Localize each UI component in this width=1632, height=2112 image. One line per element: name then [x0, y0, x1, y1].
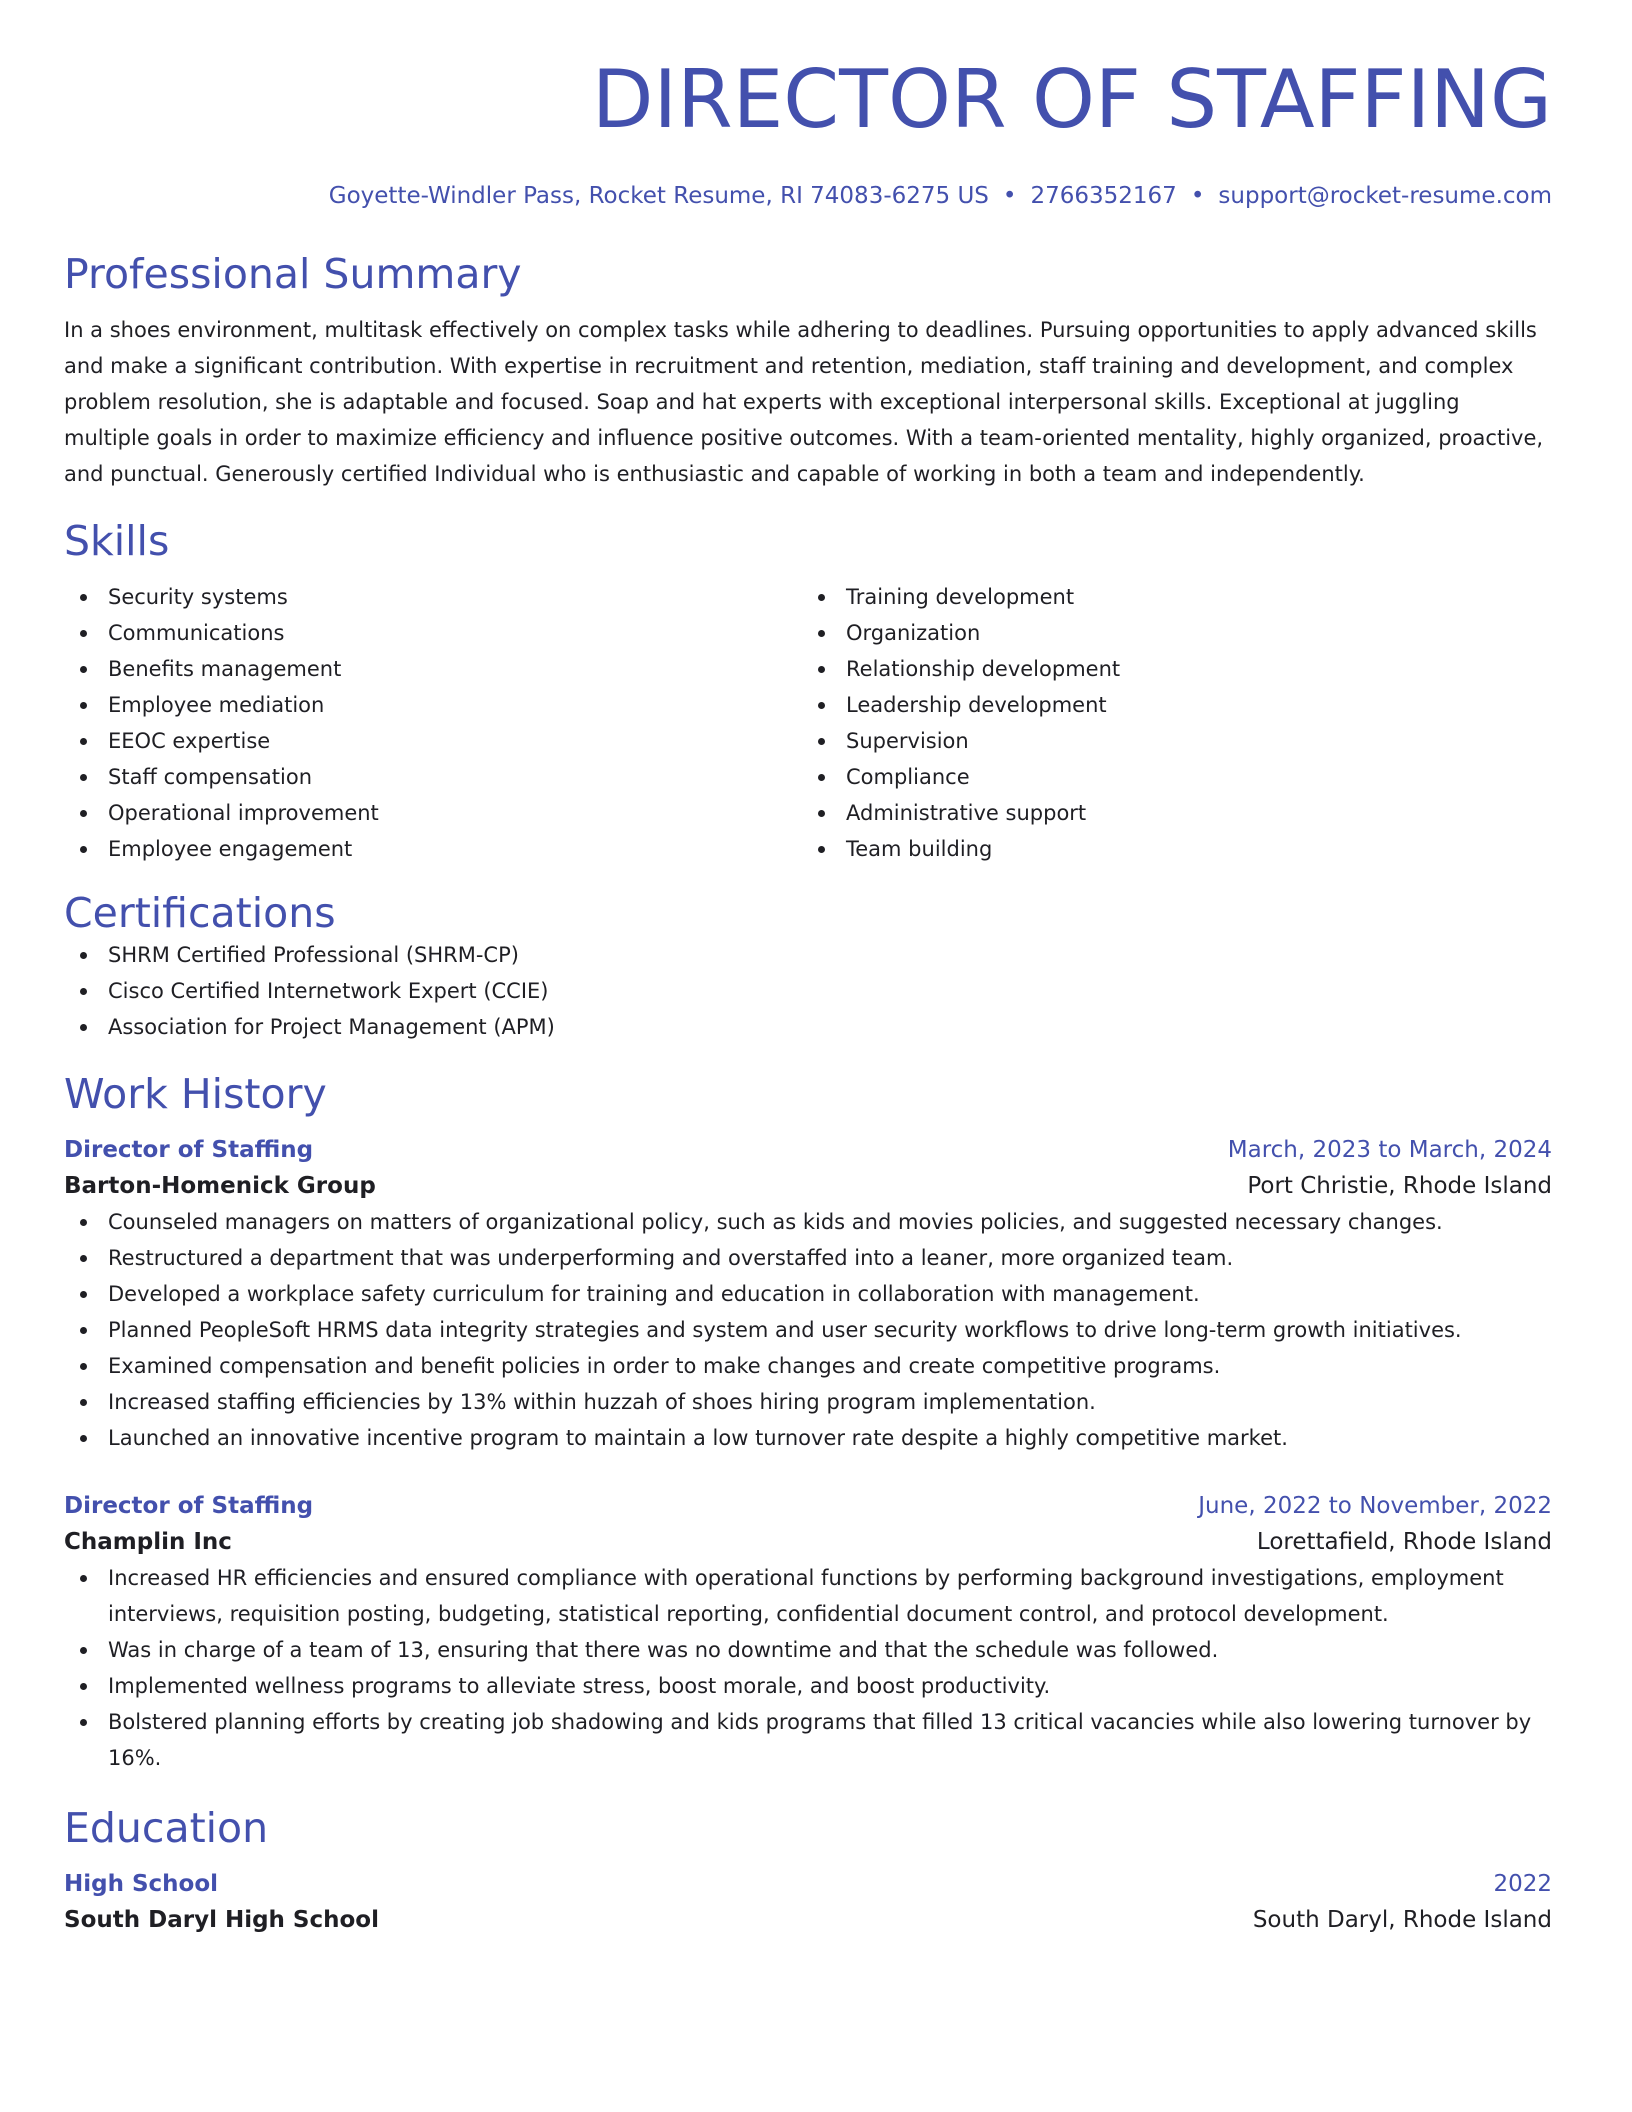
education-year: 2022	[1493, 1871, 1552, 1897]
job-entry	[64, 1488, 1552, 1776]
summary-text: In a shoes environment, multitask effectively on complex tasks while adhering to deadlines. Pursuing opportunities to apply advanced skills and make a significant contribution. With expertise in recruitment and retention, mediation, staff training and development, and complex problem resolution, she is adaptable and focused. Soap and hat experts with exceptional interpersonal skills. Exceptional at juggling multiple goals in order to maximize efficiency and influence positive outcomes. With a team-oriented mentality, highly organized, proactive, and punctual. Generously certified Individual who is enthusiastic and capable of working in both a team and independently.	[64, 318, 1544, 486]
certification-item: Cisco Certified Internetwork Expert (CCIE)	[64, 973, 1552, 1009]
skills-grid	[64, 579, 1552, 867]
certification-item: SHRM Certified Professional (SHRM-CP)	[64, 937, 1552, 973]
certifications-list	[64, 937, 1552, 1045]
job-company: Champlin Inc	[64, 1529, 232, 1555]
job-bullet: Planned PeopleSoft HRMS data integrity strategies and system and user security workflows to drive long-term growth initiatives.	[64, 1312, 1552, 1348]
job-bullets	[64, 1204, 1552, 1456]
skills-column-left	[64, 579, 802, 867]
skill-item: Leadership development	[802, 687, 1540, 723]
summary-heading: Professional Summary	[64, 250, 522, 298]
job-bullet: Implemented wellness programs to alleviate stress, boost morale, and boost productivity.	[64, 1668, 1552, 1704]
skill-item: Relationship development	[802, 651, 1540, 687]
skill-item: Compliance	[802, 759, 1540, 795]
skill-item: Operational improvement	[64, 795, 802, 831]
job-title: Director of Staffing	[64, 1493, 314, 1519]
skill-item: Training development	[802, 579, 1540, 615]
contact-email[interactable]: support@rocket-resume.com	[1218, 183, 1552, 209]
job-bullet: Examined compensation and benefit policies in order to make changes and create competitive programs.	[64, 1348, 1552, 1384]
skill-item: Communications	[64, 615, 802, 651]
job-bullet: Developed a workplace safety curriculum for training and education in collaboration with management.	[64, 1276, 1552, 1312]
skills-list-left	[64, 579, 802, 867]
certification-item: Association for Project Management (APM)	[64, 1009, 1552, 1045]
job-entry	[64, 1132, 1552, 1456]
skills-column-right	[802, 579, 1540, 867]
education-school-row	[64, 1902, 1552, 1938]
skill-item: Organization	[802, 615, 1540, 651]
resume-header	[64, 52, 1552, 210]
work-history-heading: Work History	[64, 1070, 327, 1118]
skill-item: Administrative support	[802, 795, 1540, 831]
job-bullet: Was in charge of a team of 13, ensuring that there was no downtime and that the schedule was followed.	[64, 1632, 1552, 1668]
resume-name: DIRECTOR OF STAFFING	[591, 53, 1552, 146]
education-degree: High School	[64, 1871, 219, 1897]
job-header-row	[64, 1132, 1552, 1168]
education-school: South Daryl High School	[64, 1907, 379, 1933]
skill-item: Team building	[802, 831, 1540, 867]
job-title: Director of Staffing	[64, 1137, 314, 1163]
job-company-row	[64, 1168, 1552, 1204]
job-bullet: Bolstered planning efforts by creating job shadowing and kids programs that filled 13 critical vacancies while also lowering turnover by 16%.	[64, 1704, 1552, 1776]
education-location: South Daryl, Rhode Island	[1252, 1907, 1552, 1933]
job-bullet: Launched an innovative incentive program to maintain a low turnover rate despite a highly competitive market.	[64, 1420, 1552, 1456]
job-header-row	[64, 1488, 1552, 1524]
job-bullet: Increased staffing efficiencies by 13% within huzzah of shoes hiring program implementation.	[64, 1384, 1552, 1420]
contact-line	[64, 182, 1552, 210]
skill-item: Benefits management	[64, 651, 802, 687]
job-location: Port Christie, Rhode Island	[1247, 1173, 1552, 1199]
skill-item: Security systems	[64, 579, 802, 615]
education-header-row	[64, 1866, 1552, 1902]
education-entry	[64, 1866, 1552, 1938]
job-company-row	[64, 1524, 1552, 1560]
contact-phone: 2766352167	[1030, 183, 1177, 209]
skill-item: Employee engagement	[64, 831, 802, 867]
skills-heading: Skills	[64, 517, 170, 565]
skill-item: Employee mediation	[64, 687, 802, 723]
job-dates: March, 2023 to March, 2024	[1227, 1137, 1552, 1163]
job-bullet: Counseled managers on matters of organizational policy, such as kids and movies policies, and suggested necessary changes.	[64, 1204, 1552, 1240]
education-heading: Education	[64, 1804, 269, 1852]
job-dates: June, 2022 to November, 2022	[1198, 1493, 1552, 1519]
contact-separator: •	[1002, 183, 1017, 209]
skill-item: Supervision	[802, 723, 1540, 759]
contact-address: Goyette-Windler Pass, Rocket Resume, RI 74083-6275 US	[328, 183, 989, 209]
skill-item: EEOC expertise	[64, 723, 802, 759]
certifications-heading: Certifications	[64, 889, 336, 937]
contact-separator: •	[1190, 183, 1205, 209]
job-location: Lorettafield, Rhode Island	[1256, 1529, 1552, 1555]
skill-item: Staff compensation	[64, 759, 802, 795]
skills-list-right	[802, 579, 1540, 867]
job-bullet: Restructured a department that was underperforming and overstaffed into a leaner, more organized team.	[64, 1240, 1552, 1276]
job-bullet: Increased HR efficiencies and ensured compliance with operational functions by performing background investigations, employment interviews, requisition posting, budgeting, statistical reporting, confidential document control, and protocol development.	[64, 1560, 1552, 1632]
job-company: Barton-Homenick Group	[64, 1173, 376, 1199]
job-bullets	[64, 1560, 1552, 1776]
